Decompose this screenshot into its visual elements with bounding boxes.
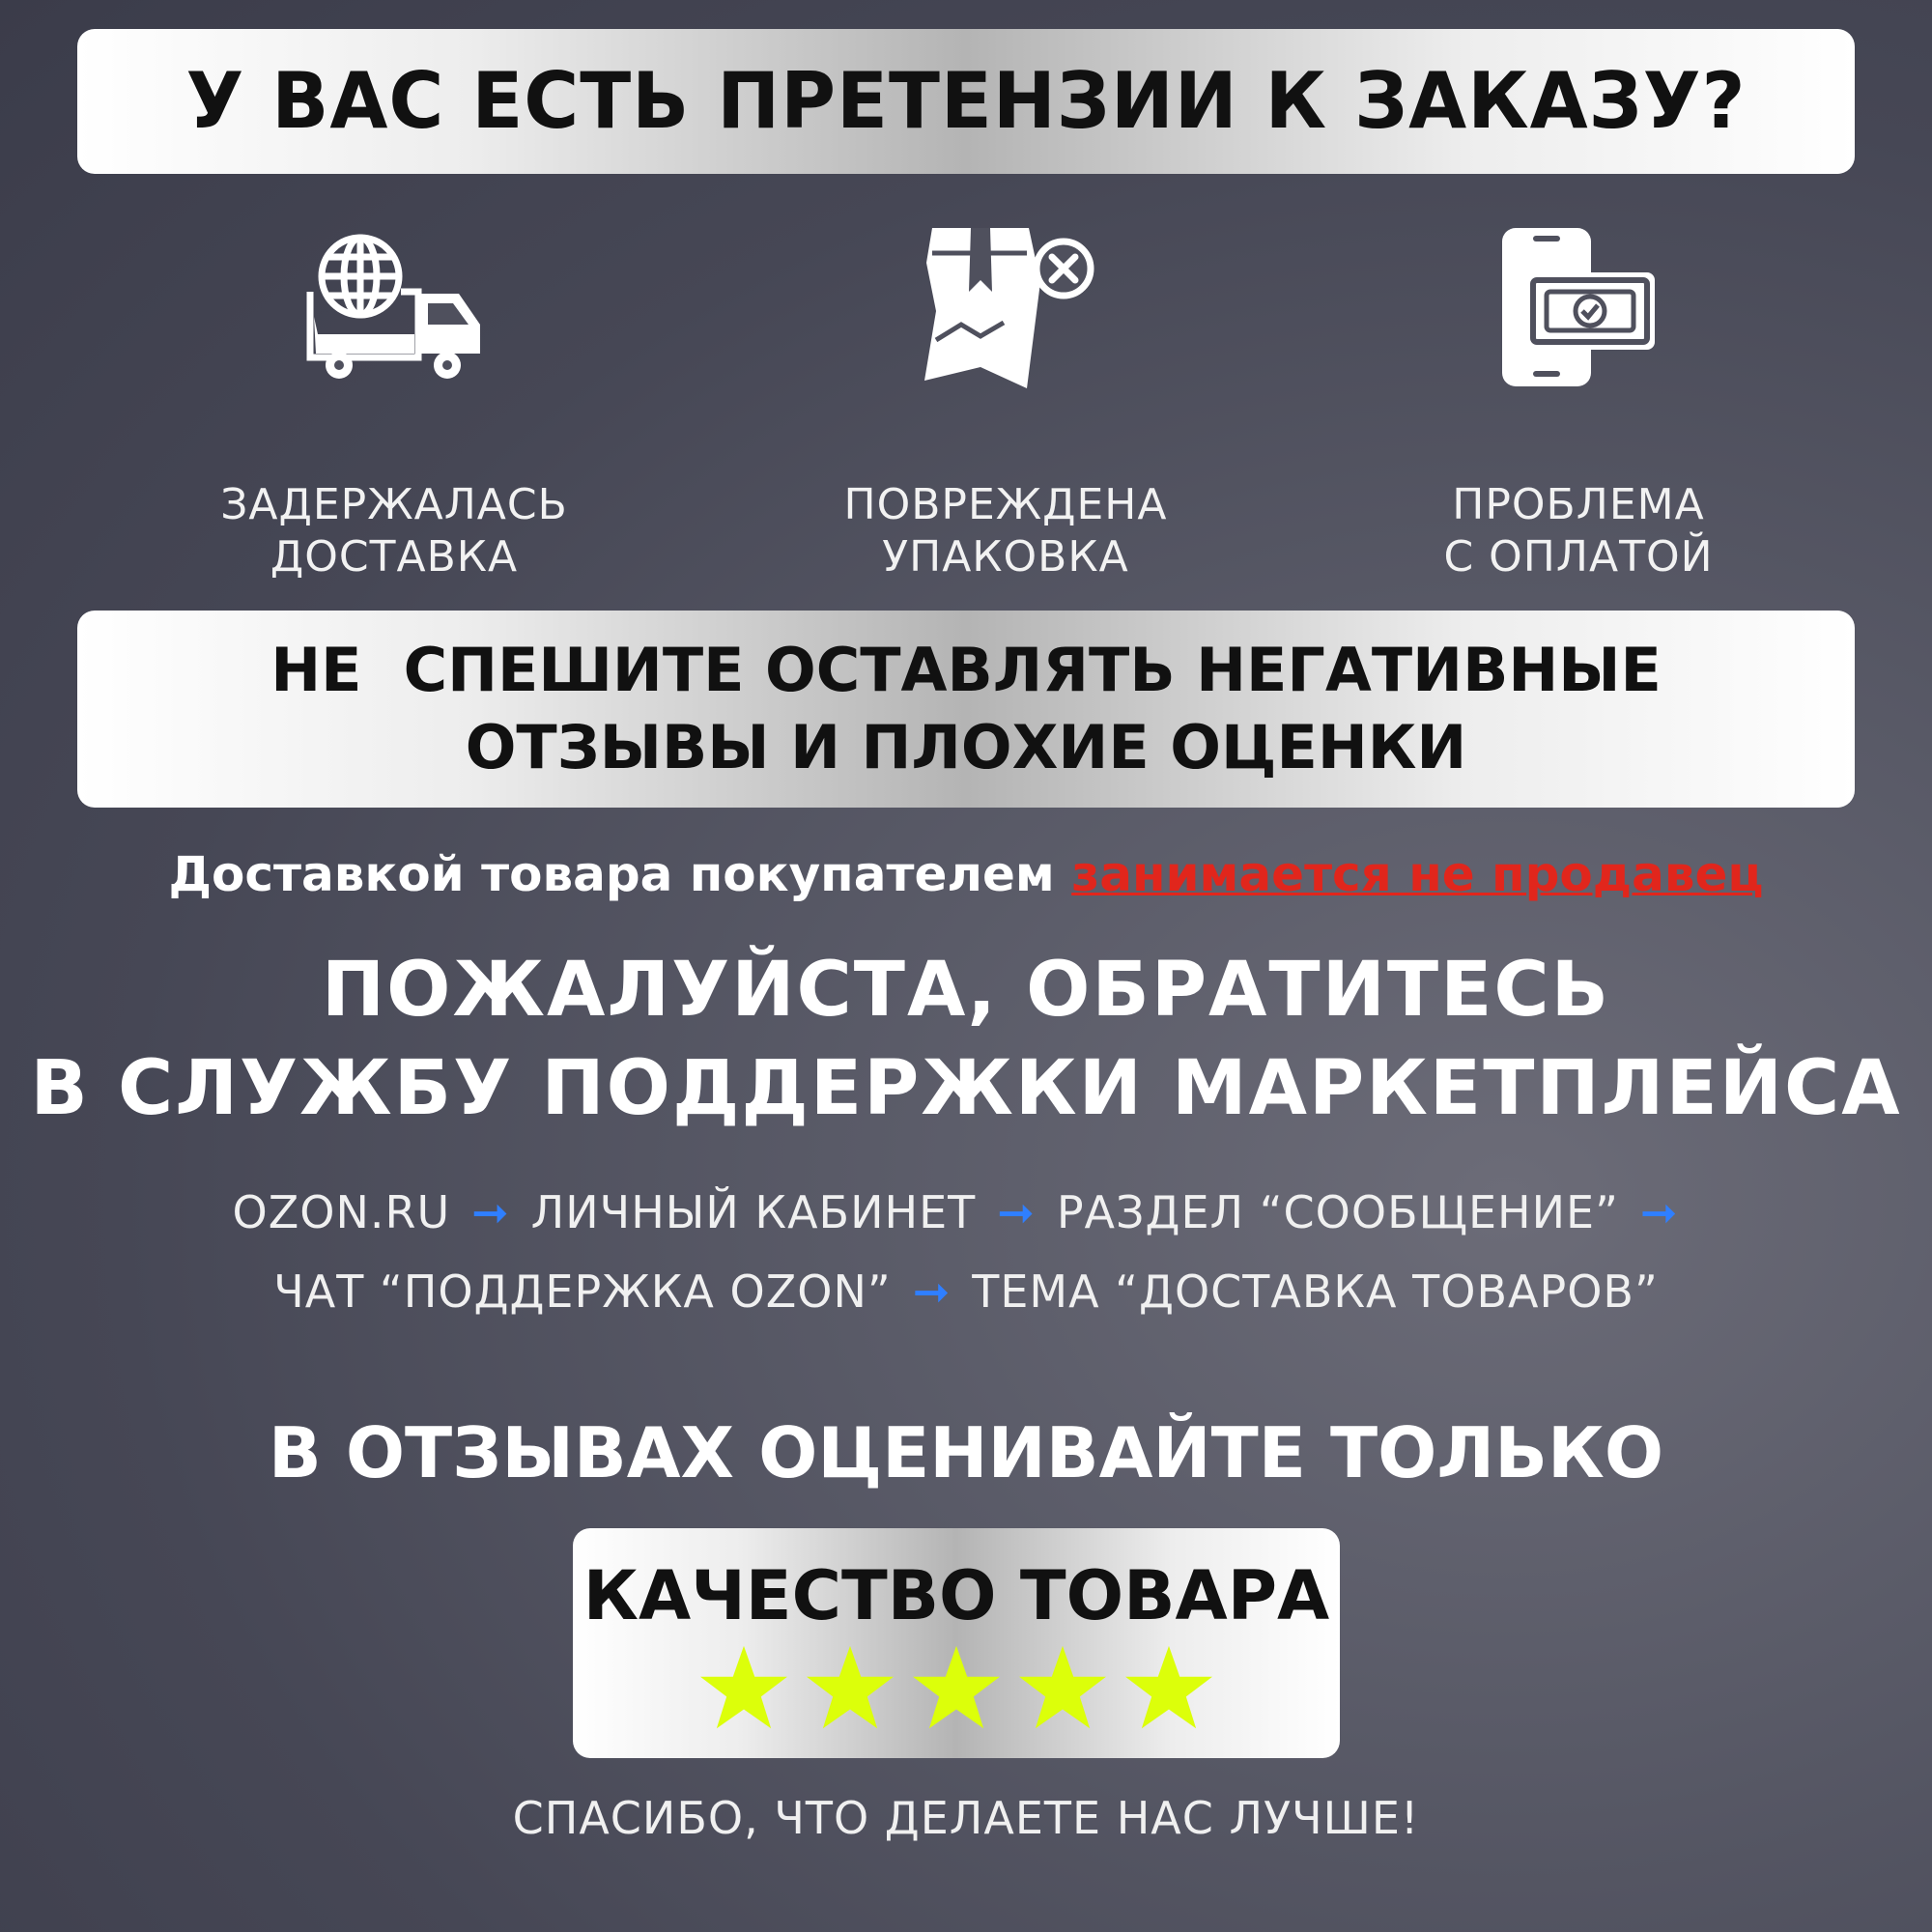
path-step: РАЗДЕЛ “СООБЩЕНИЕ” [1056, 1186, 1619, 1238]
phone-payment-icon [1500, 226, 1657, 392]
issue-label-payment [1327, 479, 1830, 583]
issue-label-line: ДОСТАВКА [270, 532, 519, 582]
support-headline-1: ПОЖАЛУЙСТА, ОБРАТИТЕСЬ [321, 947, 1611, 1034]
issue-label-line: ЗАДЕРЖАЛАСЬ [220, 480, 568, 529]
star-icon [1123, 1644, 1214, 1731]
issue-label-line: ПРОБЛЕМА [1452, 480, 1705, 529]
delivery-truck-globe-icon [304, 230, 488, 388]
issue-label-line: УПАКОВКА [882, 532, 1129, 582]
title-banner [77, 29, 1855, 174]
path-step: OZON.RU [232, 1186, 451, 1238]
path-step: ЧАТ “ПОДДЕРЖКА OZON” [273, 1265, 892, 1318]
quality-badge [573, 1528, 1340, 1758]
support-path-row-1 [0, 1186, 1932, 1238]
path-step: ТЕМА “ДОСТАВКА ТОВАРОВ” [972, 1265, 1659, 1318]
support-headline-2: В СЛУЖБУ ПОДДЕРЖКИ МАРКЕТПЛЕЙСА [30, 1045, 1902, 1132]
thanks-footer: СПАСИБО, ЧТО ДЕЛАЕТЕ НАС ЛУЧШЕ! [512, 1792, 1420, 1844]
star-icon [805, 1644, 895, 1731]
arrow-right-icon: ➞ [997, 1186, 1036, 1238]
arrow-right-icon: ➞ [1639, 1186, 1679, 1238]
warning-banner [77, 611, 1855, 808]
delivery-note [0, 846, 1932, 902]
arrow-right-icon: ➞ [912, 1265, 952, 1318]
path-step: ЛИЧНЫЙ КАБИНЕТ [530, 1186, 977, 1238]
delivery-note-highlight: занимается не продавец [1071, 846, 1764, 902]
page-title: У ВАС ЕСТЬ ПРЕТЕНЗИИ К ЗАКАЗУ? [185, 56, 1747, 146]
rate-title: В ОТЗЫВАХ ОЦЕНИВАЙТЕ ТОЛЬКО [268, 1412, 1664, 1493]
issue-label-packaging [754, 479, 1257, 583]
star-icon [698, 1644, 789, 1731]
delivery-note-text: Доставкой товара покупателем [168, 846, 1072, 902]
quality-label: КАЧЕСТВО ТОВАРА [582, 1556, 1330, 1635]
rating-stars [573, 1644, 1340, 1735]
issue-label-delivery [143, 479, 645, 583]
issue-label-line: ПОВРЕЖДЕНА [843, 480, 1168, 529]
arrow-right-icon: ➞ [471, 1186, 510, 1238]
issue-label-line: С ОПЛАТОЙ [1443, 532, 1714, 582]
support-path-row-2 [0, 1265, 1932, 1318]
warning-line: ОТЗЫВЫ И ПЛОХИЕ ОЦЕНКИ [465, 712, 1467, 782]
star-icon [1017, 1644, 1108, 1731]
warning-line: НЕ СПЕШИТЕ ОСТАВЛЯТЬ НЕГАТИВНЫЕ [270, 635, 1662, 705]
star-icon [911, 1644, 1002, 1731]
damaged-box-icon [923, 224, 1096, 392]
